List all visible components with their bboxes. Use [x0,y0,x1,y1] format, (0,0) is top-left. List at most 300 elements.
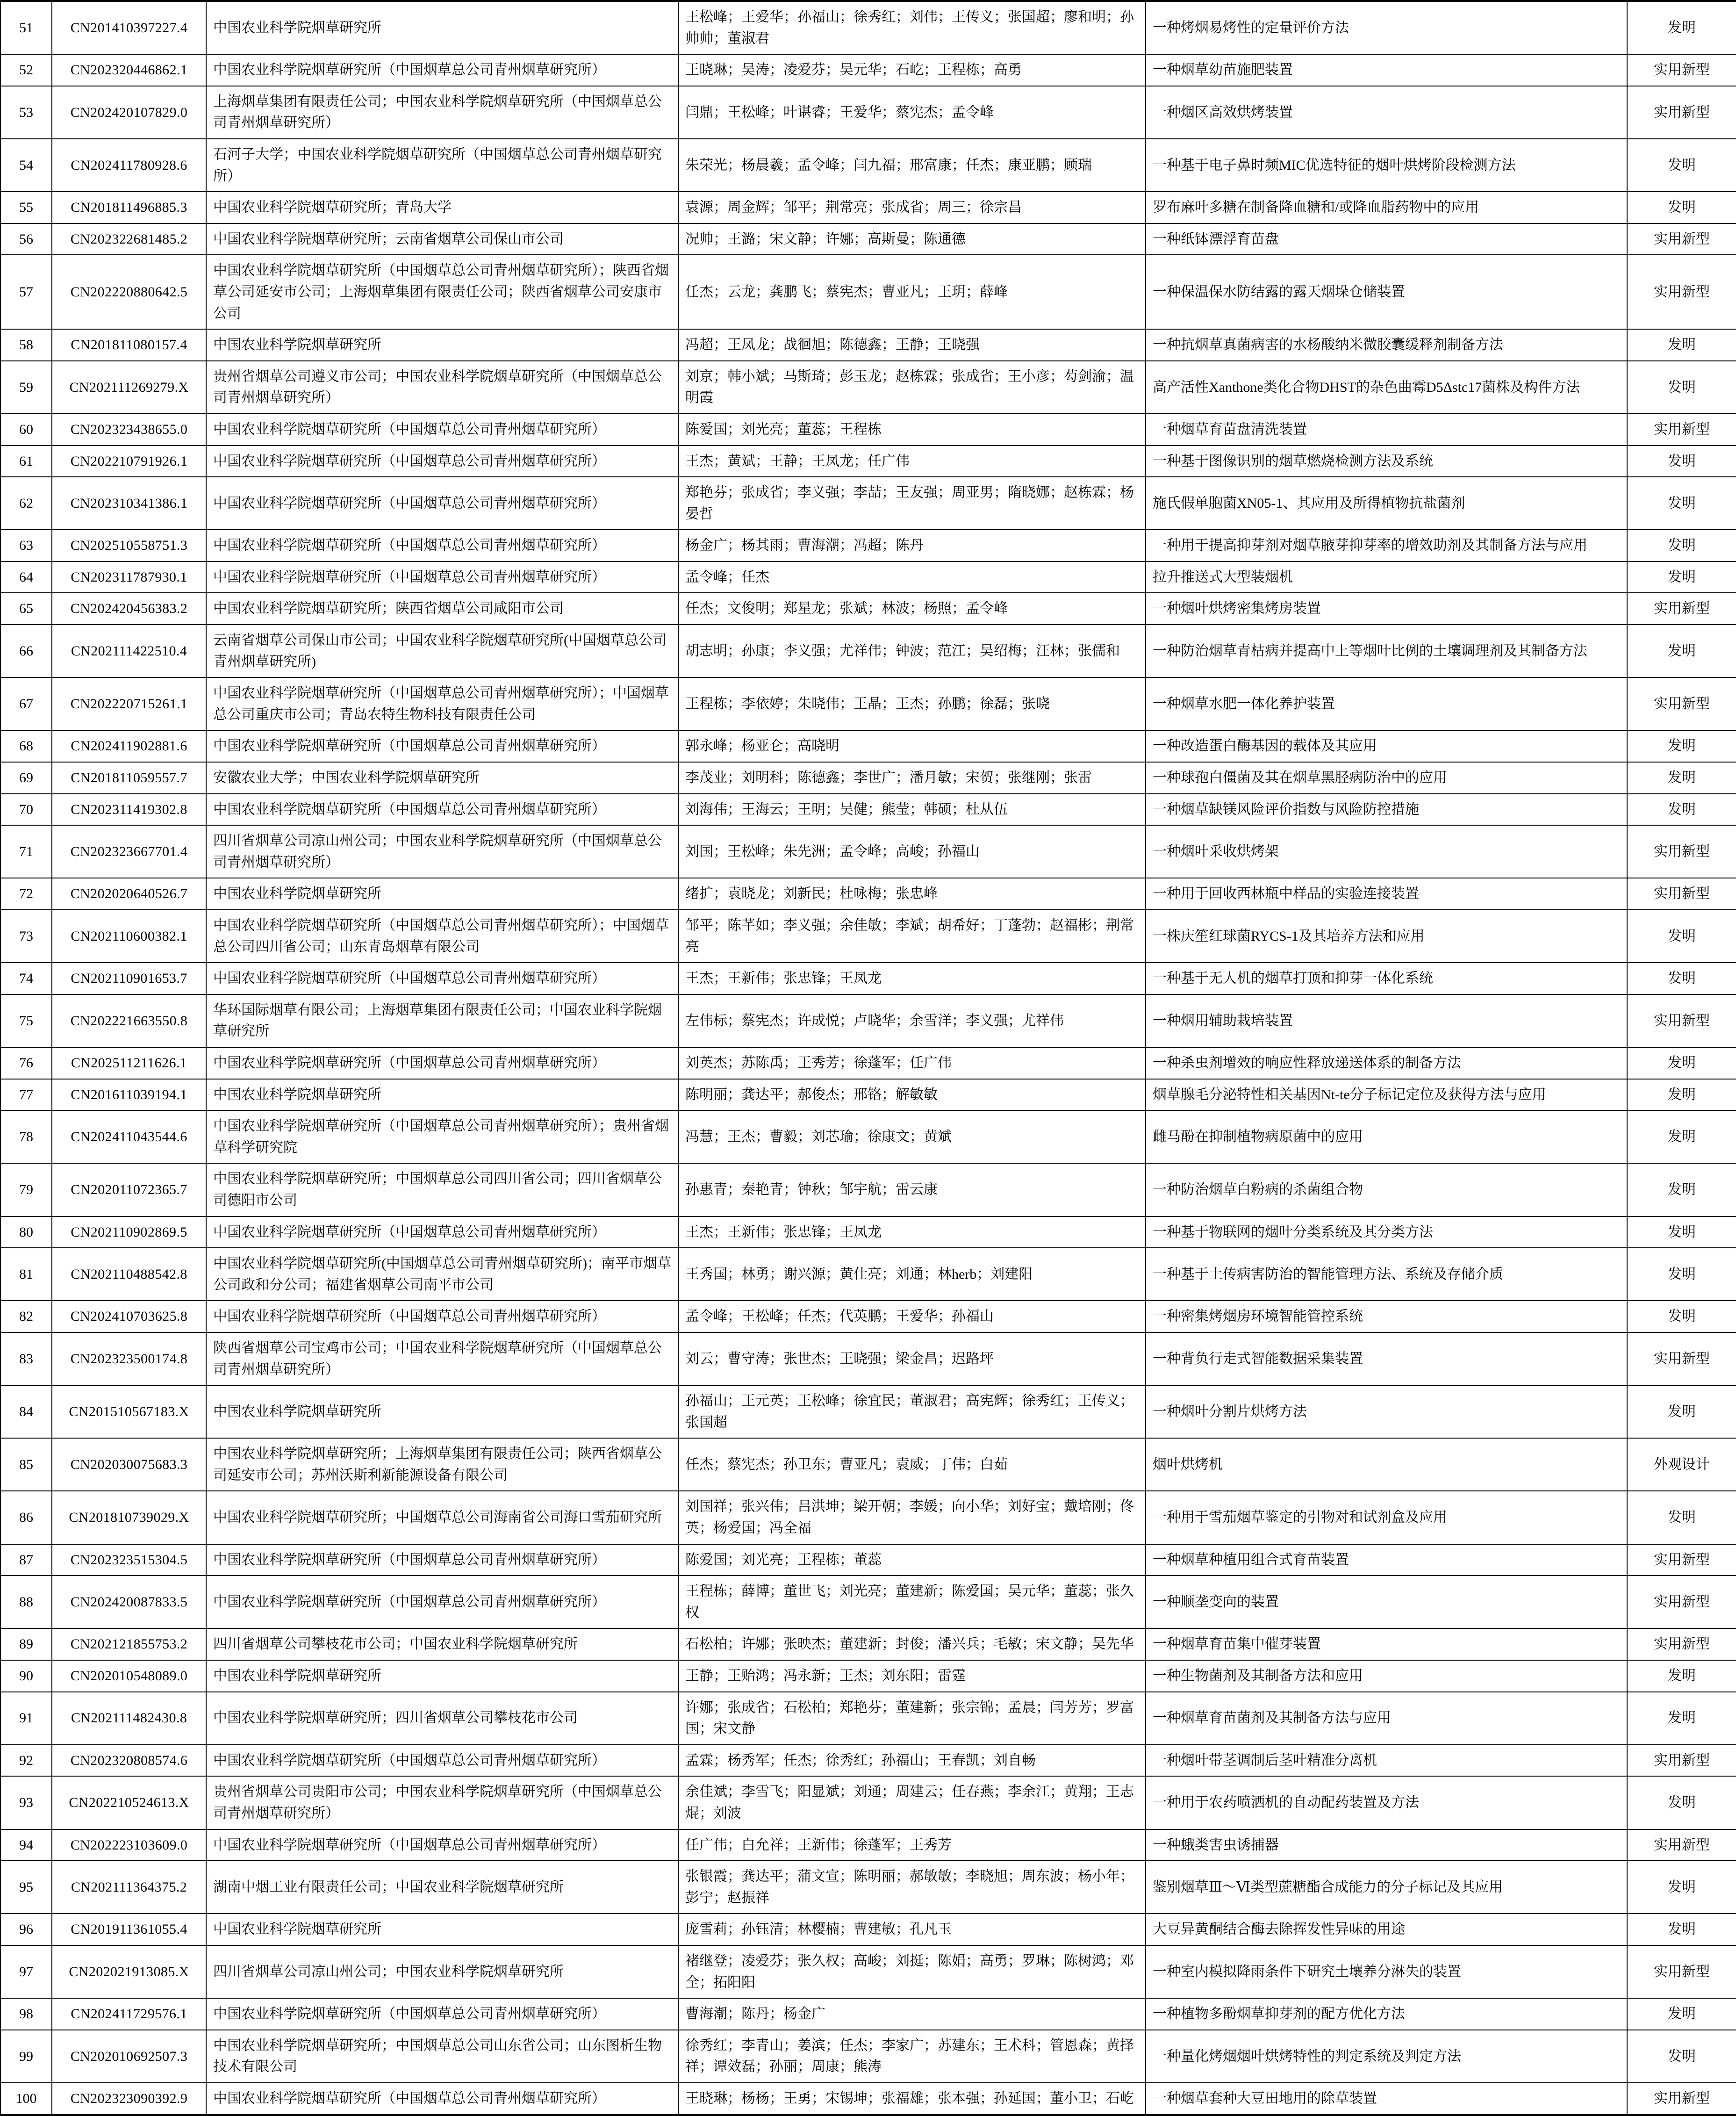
application-number: CN202110600382.1 [52,910,206,963]
row-index: 55 [0,192,52,223]
application-number: CN202411729576.1 [52,1998,206,2030]
application-number: CN202221663550.8 [52,994,206,1047]
patent-holder: 中国农业科学院烟草研究所（中国烟草总公司青州烟草研究所）；贵州省烟草科学研究院 [206,1110,678,1163]
patent-title: 一种烟叶采收烘烤架 [1146,825,1627,878]
patent-title: 高产活性Xanthone类化合物DHST的杂色曲霉D5Δstc17菌株及构件方法 [1146,361,1627,414]
application-number: CN202030075683.3 [52,1438,206,1491]
inventors: 徐秀红；李青山；姜滨；任杰；李家广；苏建东；王术科；管恩森；黄择祥；谭效磊；孙丽；周康；熊涛 [678,2030,1146,2083]
inventors: 绪扩；袁晓龙；刘新民；杜咏梅；张忠峰 [678,878,1146,910]
application-number: CN202323438655.0 [52,414,206,446]
row-index: 98 [0,1998,52,2030]
table-row [0,1628,1736,1660]
inventors: 余佳斌；李雪飞；阳显斌；刘通；周建云；任春燕；李余江；黄翔；王志焜；刘波 [678,1776,1146,1829]
table-row [0,446,1736,477]
patent-title: 鉴别烟草Ⅲ～Ⅵ类型蔗糖酯合成能力的分子标记及其应用 [1146,1861,1627,1914]
table-row [0,361,1736,414]
patent-title: 一种防治烟草白粉病的杀菌组合物 [1146,1163,1627,1216]
patent-type: 发明 [1627,1,1736,54]
patent-title: 一种基于土传病害防治的智能管理方法、系统及存储介质 [1146,1248,1627,1301]
application-number: CN201811059557.7 [52,762,206,794]
row-index: 90 [0,1660,52,1692]
patent-title: 一种保温保水防结露的露天烟垛仓储装置 [1146,255,1627,329]
patent-holder: 上海烟草集团有限责任公司；中国农业科学院烟草研究所（中国烟草总公司青州烟草研究所） [206,86,678,139]
row-index: 83 [0,1332,52,1385]
patent-type: 实用新型 [1627,593,1736,625]
patent-holder: 中国农业科学院烟草研究所（中国烟草总公司青州烟草研究所） [206,794,678,826]
inventors: 王秀国；林勇；谢兴源；黄仕亮；刘通；林herb；刘建阳 [678,1248,1146,1301]
application-number: CN202110902869.5 [52,1216,206,1248]
inventors: 张银霞；龚达平；蒲文宣；陈明丽；郝敏敏；李晓旭；周东波；杨小年；彭宁；赵振祥 [678,1861,1146,1914]
patent-holder: 中国农业科学院烟草研究所（中国烟草总公司青州烟草研究所） [206,1829,678,1861]
table-row [0,477,1736,530]
row-index: 62 [0,477,52,530]
patent-title: 雌马酚在抑制植物病原菌中的应用 [1146,1110,1627,1163]
patent-title: 一种室内模拟降雨条件下研究土壤养分淋失的装置 [1146,1945,1627,1998]
patent-holder: 中国农业科学院烟草研究所 [206,1079,678,1111]
application-number: CN201811496885.3 [52,192,206,223]
table-row [0,1047,1736,1079]
patent-title: 一种烟叶烘烤密集烤房装置 [1146,593,1627,625]
patent-type: 发明 [1627,1491,1736,1544]
application-number: CN201810739029.X [52,1491,206,1544]
inventors: 孟令峰；王松峰；任杰；代英鹏；王爱华；孙福山 [678,1301,1146,1332]
patent-title: 施氏假单胞菌XN05-1、其应用及所得植物抗盐菌剂 [1146,477,1627,530]
row-index: 70 [0,794,52,826]
row-index: 93 [0,1776,52,1829]
table-row [0,1079,1736,1111]
row-index: 64 [0,561,52,593]
table-row [0,1861,1736,1914]
row-index: 67 [0,677,52,730]
inventors: 刘海伟；王海云；王明；吴健；熊莹；韩硕；杜从伍 [678,794,1146,826]
application-number: CN202111482430.8 [52,1692,206,1745]
patent-title: 一种烟草育苗菌剂及其制备方法与应用 [1146,1692,1627,1745]
patent-holder: 中国农业科学院烟草研究所(中国烟草总公司青州烟草研究所)；南平市烟草公司政和分公司；福建省烟草公司南平市公司 [206,1248,678,1301]
inventors: 陈爱国；刘光亮；董蕊；王程栋 [678,414,1146,446]
application-number: CN202323500174.8 [52,1332,206,1385]
patent-type: 实用新型 [1627,1332,1736,1385]
inventors: 邹平；陈芊如；李义强；余佳敏；李斌；胡希好；丁蓬勃；赵福彬；荆常亮 [678,910,1146,963]
patent-title: 一种烟草育苗集中催芽装置 [1146,1628,1627,1660]
patent-holder: 中国农业科学院烟草研究所（中国烟草总公司青州烟草研究所） [206,54,678,86]
row-index: 73 [0,910,52,963]
table-row [0,1544,1736,1576]
patent-holder: 中国农业科学院烟草研究所 [206,329,678,361]
patent-title: 烟草腺毛分泌特性相关基因Nt-te分子标记定位及获得方法与应用 [1146,1079,1627,1111]
row-index: 61 [0,446,52,477]
inventors: 褚继登；凌爱芬；张久权；高峻；刘挺；陈娟；高勇；罗琳；陈树鸿；邓全；拓阳阳 [678,1945,1146,1998]
table-row [0,1385,1736,1438]
inventors: 刘国祥；张兴伟；吕洪坤；梁开朝；李媛；向小华；刘好宝；戴培刚；佟英；杨爱国；冯全福 [678,1491,1146,1544]
application-number: CN202223103609.0 [52,1829,206,1861]
row-index: 97 [0,1945,52,1998]
table-row [0,329,1736,361]
application-number: CN201611039194.1 [52,1079,206,1111]
application-number: CN202310341386.1 [52,477,206,530]
table-row [0,530,1736,561]
application-number: CN202020640526.7 [52,878,206,910]
table-row [0,1998,1736,2030]
inventors: 王程栋；薛博；董世飞；刘光亮；董建新；陈爱国；吴元华；董蕊；张久权 [678,1576,1146,1628]
table-row [0,1491,1736,1544]
patent-type: 外观设计 [1627,1438,1736,1491]
table-row [0,54,1736,86]
inventors: 况帅；王潞；宋文静；许娜；高斯曼；陈通德 [678,223,1146,255]
row-index: 95 [0,1861,52,1914]
patent-title: 一种球孢白僵菌及其在烟草黑胫病防治中的应用 [1146,762,1627,794]
patent-holder: 中国农业科学院烟草研究所；上海烟草集团有限责任公司；陕西省烟草公司延安市公司；苏州沃斯利新能源设备有限公司 [206,1438,678,1491]
patent-holder: 中国农业科学院烟草研究所（中国烟草总公司青州烟草研究所） [206,1745,678,1777]
patent-type: 发明 [1627,361,1736,414]
application-number: CN201410397227.4 [52,1,206,54]
row-index: 65 [0,593,52,625]
patent-holder: 中国农业科学院烟草研究所；云南省烟草公司保山市公司 [206,223,678,255]
application-number: CN202411780928.6 [52,139,206,192]
inventors: 冯慧；王杰；曹毅；刘芯瑜；徐康文；黄斌 [678,1110,1146,1163]
inventors: 陈明丽；龚达平；郝俊杰；邢铬；解敏敏 [678,1079,1146,1111]
inventors: 王晓琳；吴涛；凌爱芬；吴元华；石屹；王程栋；高勇 [678,54,1146,86]
patent-holder: 中国农业科学院烟草研究所（中国烟草总公司青州烟草研究所） [206,561,678,593]
application-number: CN202021913085.X [52,1945,206,1998]
application-number: CN202410703625.8 [52,1301,206,1332]
patent-holder: 云南省烟草公司保山市公司；中国农业科学院烟草研究所(中国烟草总公司青州烟草研究所) [206,625,678,677]
inventors: 孟令峰；任杰 [678,561,1146,593]
patent-title: 一种烤烟易烤性的定量评价方法 [1146,1,1627,54]
application-number: CN202010692507.3 [52,2030,206,2083]
table-row [0,1692,1736,1745]
patent-type: 实用新型 [1627,2083,1736,2115]
application-number: CN202110488542.8 [52,1248,206,1301]
table-row [0,677,1736,730]
row-index: 63 [0,530,52,561]
inventors: 郑艳芬；张成省；李义强；李喆；王友强；周亚男；隋晓娜；赵栋霖；杨晏哲 [678,477,1146,530]
table-row [0,1301,1736,1332]
inventors: 王晓琳；杨杨；王勇；宋锡坤；张福雄；张本强；孙延国；董小卫；石屹 [678,2083,1146,2115]
patent-title: 一种背负行走式智能数据采集装置 [1146,1332,1627,1385]
inventors: 王杰；黄斌；王静；王凤龙；任广伟 [678,446,1146,477]
patent-holder: 中国农业科学院烟草研究所（中国烟草总公司青州烟草研究所） [206,1047,678,1079]
inventors: 刘云；曹守涛；张世杰；王晓强；梁金昌；迟路坪 [678,1332,1146,1385]
row-index: 72 [0,878,52,910]
patent-title: 一种烟草种植用组合式育苗装置 [1146,1544,1627,1576]
patent-type: 发明 [1627,2030,1736,2083]
patent-type: 发明 [1627,1301,1736,1332]
table-row [0,139,1736,192]
inventors: 许娜；张成省；石松柏；郑艳芬；董建新；张宗锦；孟晨；闫芳芳；罗富国；宋文静 [678,1692,1146,1745]
row-index: 89 [0,1628,52,1660]
patent-holder: 中国农业科学院烟草研究所（中国烟草总公司青州烟草研究所） [206,530,678,561]
patent-holder: 陕西省烟草公司宝鸡市公司；中国农业科学院烟草研究所（中国烟草总公司青州烟草研究所） [206,1332,678,1385]
row-index: 74 [0,963,52,994]
patent-holder: 中国农业科学院烟草研究所（中国烟草总公司青州烟草研究所） [206,730,678,762]
row-index: 78 [0,1110,52,1163]
inventors: 刘英杰；苏陈禹；王秀芳；徐蓬军；任广伟 [678,1047,1146,1079]
application-number: CN202210791926.1 [52,446,206,477]
application-number: CN202010548089.0 [52,1660,206,1692]
table-row [0,1576,1736,1628]
table-row [0,1745,1736,1777]
table-row [0,1829,1736,1861]
patent-title: 一种烟叶带茎调制后茎叶精准分离机 [1146,1745,1627,1777]
row-index: 99 [0,2030,52,2083]
inventors: 王松峰；王爱华；孙福山；徐秀红；刘伟；王传义；张国超；廖和明；孙帅帅；董淑君 [678,1,1146,54]
table-row [0,994,1736,1047]
patent-title: 一种纸钵漂浮育苗盘 [1146,223,1627,255]
row-index: 60 [0,414,52,446]
patent-title: 一种烟叶分割片烘烤方法 [1146,1385,1627,1438]
table-row [0,593,1736,625]
inventors: 陈爱国；刘光亮；王程栋；董蕊 [678,1544,1146,1576]
table-row [0,963,1736,994]
patent-type: 实用新型 [1627,1829,1736,1861]
application-number: CN202311787930.1 [52,561,206,593]
row-index: 54 [0,139,52,192]
patent-holder: 四川省烟草公司攀枝花市公司；中国农业科学院烟草研究所 [206,1628,678,1660]
patent-type: 实用新型 [1627,223,1736,255]
patent-title: 一种烟用辅助栽培装置 [1146,994,1627,1047]
table-row [0,1,1736,54]
patent-title: 烟叶烘烤机 [1146,1438,1627,1491]
patent-type: 发明 [1627,1163,1736,1216]
patent-title: 一种烟草幼苗施肥装置 [1146,54,1627,86]
inventors: 郭永峰；杨亚仑；高晓明 [678,730,1146,762]
patent-holder: 中国农业科学院烟草研究所（中国烟草总公司青州烟草研究所）；陕西省烟草公司延安市公司；上海烟草集团有限责任公司；陕西省烟草公司安康市公司 [206,255,678,329]
patent-type: 发明 [1627,1861,1736,1914]
patent-holder: 中国农业科学院烟草研究所；中国烟草总公司山东省公司；山东图析生物技术有限公司 [206,2030,678,2083]
application-number: CN201510567183.X [52,1385,206,1438]
patent-holder: 中国农业科学院烟草研究所；青岛大学 [206,192,678,223]
row-index: 77 [0,1079,52,1111]
patent-title: 拉升推送式大型装烟机 [1146,561,1627,593]
row-index: 81 [0,1248,52,1301]
inventors: 刘京；韩小斌；马斯琦；彭玉龙；赵栋霖；张成省；王小彦；芶剑渝；温明霞 [678,361,1146,414]
patent-type: 发明 [1627,1914,1736,1945]
application-number: CN202111269279.X [52,361,206,414]
inventors: 冯超；王凤龙；战徊旭；陈德鑫；王静；王晓强 [678,329,1146,361]
application-number: CN202220715261.1 [52,677,206,730]
application-number: CN202420107829.0 [52,86,206,139]
table-row [0,910,1736,963]
patent-holder: 中国农业科学院烟草研究所（中国烟草总公司青州烟草研究所） [206,477,678,530]
patent-holder: 中国农业科学院烟草研究所（中国烟草总公司青州烟草研究所） [206,446,678,477]
patent-type: 发明 [1627,625,1736,677]
patent-holder: 中国农业科学院烟草研究所（中国烟草总公司青州烟草研究所）；中国烟草总公司重庆市公司；青岛农特生物科技有限责任公司 [206,677,678,730]
row-index: 68 [0,730,52,762]
table-row [0,561,1736,593]
patent-title: 一种烟草育苗盘清洗装置 [1146,414,1627,446]
patent-type: 发明 [1627,1216,1736,1248]
patent-type: 实用新型 [1627,54,1736,86]
table-row [0,1660,1736,1692]
row-index: 69 [0,762,52,794]
table-row [0,825,1736,878]
patent-type: 发明 [1627,730,1736,762]
patent-holder: 中国农业科学院烟草研究所 [206,1385,678,1438]
table-row [0,192,1736,223]
row-index: 82 [0,1301,52,1332]
patent-title: 一种用于农药喷洒机的自动配药装置及方法 [1146,1776,1627,1829]
patent-title: 一种防治烟草青枯病并提高中上等烟叶比例的土壤调理剂及其制备方法 [1146,625,1627,677]
patent-type: 发明 [1627,1248,1736,1301]
patent-type: 发明 [1627,1776,1736,1829]
patent-title: 一种基于电子鼻时频MIC优选特征的烟叶烘烤阶段检测方法 [1146,139,1627,192]
table-row [0,1438,1736,1491]
patent-type: 发明 [1627,762,1736,794]
application-number: CN202323090392.9 [52,2083,206,2115]
patent-title: 一种烟草套种大豆田地用的除草装置 [1146,2083,1627,2115]
patent-holder: 中国农业科学院烟草研究所 [206,1,678,54]
patent-holder: 贵州省烟草公司贵阳市公司；中国农业科学院烟草研究所（中国烟草总公司青州烟草研究所） [206,1776,678,1829]
row-index: 59 [0,361,52,414]
patent-type: 实用新型 [1627,677,1736,730]
inventors: 杨金广；杨其雨；曹海潮；冯超；陈丹 [678,530,1146,561]
patent-holder: 中国农业科学院烟草研究所（中国烟草总公司青州烟草研究所） [206,414,678,446]
inventors: 王杰；王新伟；张忠锋；王凤龙 [678,1216,1146,1248]
row-index: 80 [0,1216,52,1248]
patent-title: 大豆异黄酮结合酶去除挥发性异味的用途 [1146,1914,1627,1945]
application-number: CN202510558751.3 [52,530,206,561]
inventors: 袁源；周金辉；邹平；荆常亮；张成省；周三；徐宗昌 [678,192,1146,223]
patent-type: 实用新型 [1627,86,1736,139]
table-row [0,1332,1736,1385]
patent-type: 发明 [1627,1110,1736,1163]
row-index: 79 [0,1163,52,1216]
application-number: CN202323667701.4 [52,825,206,878]
table-row [0,86,1736,139]
patent-type: 发明 [1627,477,1736,530]
application-number: CN202220880642.5 [52,255,206,329]
inventors: 任杰；文俊明；郑星龙；张斌；林波；杨照；孟令峰 [678,593,1146,625]
patent-type: 发明 [1627,561,1736,593]
row-index: 96 [0,1914,52,1945]
table-body [0,1,1736,2115]
row-index: 57 [0,255,52,329]
patent-type: 发明 [1627,1998,1736,2030]
patent-title: 一种基于无人机的烟草打顶和抑芽一体化系统 [1146,963,1627,994]
row-index: 52 [0,54,52,86]
application-number: CN202411902881.6 [52,730,206,762]
table-row [0,1248,1736,1301]
patent-holder: 中国农业科学院烟草研究所；中国烟草总公司四川省公司；四川省烟草公司德阳市公司 [206,1163,678,1216]
row-index: 58 [0,329,52,361]
patent-type: 实用新型 [1627,825,1736,878]
patent-type: 实用新型 [1627,1544,1736,1576]
table-row [0,1776,1736,1829]
patent-holder: 中国农业科学院烟草研究所；陕西省烟草公司咸阳市公司 [206,593,678,625]
row-index: 51 [0,1,52,54]
patent-type: 发明 [1627,910,1736,963]
patent-holder: 中国农业科学院烟草研究所（中国烟草总公司青州烟草研究所） [206,1301,678,1332]
inventors: 李茂业；刘明科；陈德鑫；李世广；潘月敏；宋贺；张继刚；张雷 [678,762,1146,794]
inventors: 王杰；王新伟；张忠锋；王凤龙 [678,963,1146,994]
application-number: CN202420456383.2 [52,593,206,625]
row-index: 66 [0,625,52,677]
patent-type: 发明 [1627,963,1736,994]
patent-holder: 华环国际烟草有限公司；上海烟草集团有限责任公司；中国农业科学院烟草研究所 [206,994,678,1047]
patent-holder: 四川省烟草公司凉山州公司；中国农业科学院烟草研究所 [206,1945,678,1998]
inventors: 曹海潮；陈丹；杨金广 [678,1998,1146,2030]
row-index: 53 [0,86,52,139]
patent-title: 一种烟区高效烘烤装置 [1146,86,1627,139]
patent-title: 一种植物多酚烟草抑芽剂的配方优化方法 [1146,1998,1627,2030]
table-row [0,414,1736,446]
patent-holder: 中国农业科学院烟草研究所（中国烟草总公司青州烟草研究所） [206,1216,678,1248]
patent-holder: 贵州省烟草公司遵义市公司；中国农业科学院烟草研究所（中国烟草总公司青州烟草研究所） [206,361,678,414]
inventors: 刘国；王松峰；朱先洲；孟令峰；高峻；孙福山 [678,825,1146,878]
patent-holder: 中国农业科学院烟草研究所；四川省烟草公司攀枝花市公司 [206,1692,678,1745]
patent-title: 一种基于物联网的烟叶分类系统及其分类方法 [1146,1216,1627,1248]
row-index: 76 [0,1047,52,1079]
patent-holder: 中国农业科学院烟草研究所（中国烟草总公司青州烟草研究所） [206,1998,678,2030]
row-index: 91 [0,1692,52,1745]
patent-holder: 中国农业科学院烟草研究所（中国烟草总公司青州烟草研究所） [206,963,678,994]
patent-holder: 石河子大学；中国农业科学院烟草研究所（中国烟草总公司青州烟草研究所） [206,139,678,192]
patent-title: 一种基于图像识别的烟草燃烧检测方法及系统 [1146,446,1627,477]
patent-type: 实用新型 [1627,1576,1736,1628]
row-index: 71 [0,825,52,878]
patent-type: 实用新型 [1627,414,1736,446]
patent-type: 发明 [1627,329,1736,361]
inventors: 庞雪莉；孙钰清；林樱楠；曹建敏；孔凡玉 [678,1914,1146,1945]
inventors: 王程栋；李依婷；朱晓伟；王晶；王杰；孙鹏；徐磊；张晓 [678,677,1146,730]
patent-type: 发明 [1627,139,1736,192]
row-index: 84 [0,1385,52,1438]
inventors: 任广伟；白允祥；王新伟；徐蓬军；王秀芳 [678,1829,1146,1861]
application-number: CN202323515304.5 [52,1544,206,1576]
patent-title: 一种顺垄变向的装置 [1146,1576,1627,1628]
patent-title: 一株庆笙红球菌RYCS-1及其培养方法和应用 [1146,910,1627,963]
application-number: CN202322681485.2 [52,223,206,255]
inventors: 孟霖；杨秀军；任杰；徐秀红；孙福山；王春凯；刘自畅 [678,1745,1146,1777]
application-number: CN202111422510.4 [52,625,206,677]
table-row [0,1914,1736,1945]
table-row [0,1216,1736,1248]
table-row [0,1110,1736,1163]
patent-title: 一种烟草水肥一体化养护装置 [1146,677,1627,730]
row-index: 56 [0,223,52,255]
patent-holder: 中国农业科学院烟草研究所（中国烟草总公司青州烟草研究所）；中国烟草总公司四川省公司；山东青岛烟草有限公司 [206,910,678,963]
table-row [0,1163,1736,1216]
row-index: 85 [0,1438,52,1491]
patent-holder: 四川省烟草公司凉山州公司；中国农业科学院烟草研究所（中国烟草总公司青州烟草研究所） [206,825,678,878]
patent-type: 发明 [1627,446,1736,477]
patent-holder: 中国农业科学院烟草研究所（中国烟草总公司青州烟草研究所） [206,2083,678,2115]
application-number: CN201911361055.4 [52,1914,206,1945]
patent-title: 一种蛾类害虫诱捕器 [1146,1829,1627,1861]
inventors: 任杰；云龙；龚鹏飞；蔡宪杰；曹亚凡；王玥；薛峰 [678,255,1146,329]
row-index: 86 [0,1491,52,1544]
patent-title: 一种杀虫剂增效的响应性释放递送体系的制备方法 [1146,1047,1627,1079]
patent-title: 一种密集烤烟房环境智能管控系统 [1146,1301,1627,1332]
patent-type: 实用新型 [1627,255,1736,329]
patent-title: 一种改造蛋白酶基因的载体及其应用 [1146,730,1627,762]
table-row [0,878,1736,910]
patent-title: 一种烟草缺镁风险评价指数与风险防控措施 [1146,794,1627,826]
patent-type: 实用新型 [1627,994,1736,1047]
row-index: 100 [0,2083,52,2115]
application-number: CN202111364375.2 [52,1861,206,1914]
inventors: 闫鼎；王松峰；叶谌睿；王爱华；蔡宪杰；孟令峰 [678,86,1146,139]
application-number: CN202511211626.1 [52,1047,206,1079]
patent-holder: 中国农业科学院烟草研究所 [206,878,678,910]
table-row [0,730,1736,762]
table-row [0,625,1736,677]
patent-title: 一种生物菌剂及其制备方法和应用 [1146,1660,1627,1692]
patent-title: 一种用于提高抑芽剂对烟草腋芽抑芽率的增效助剂及其制备方法与应用 [1146,530,1627,561]
application-number: CN202411043544.6 [52,1110,206,1163]
application-number: CN202210524613.X [52,1776,206,1829]
patent-type: 发明 [1627,1079,1736,1111]
